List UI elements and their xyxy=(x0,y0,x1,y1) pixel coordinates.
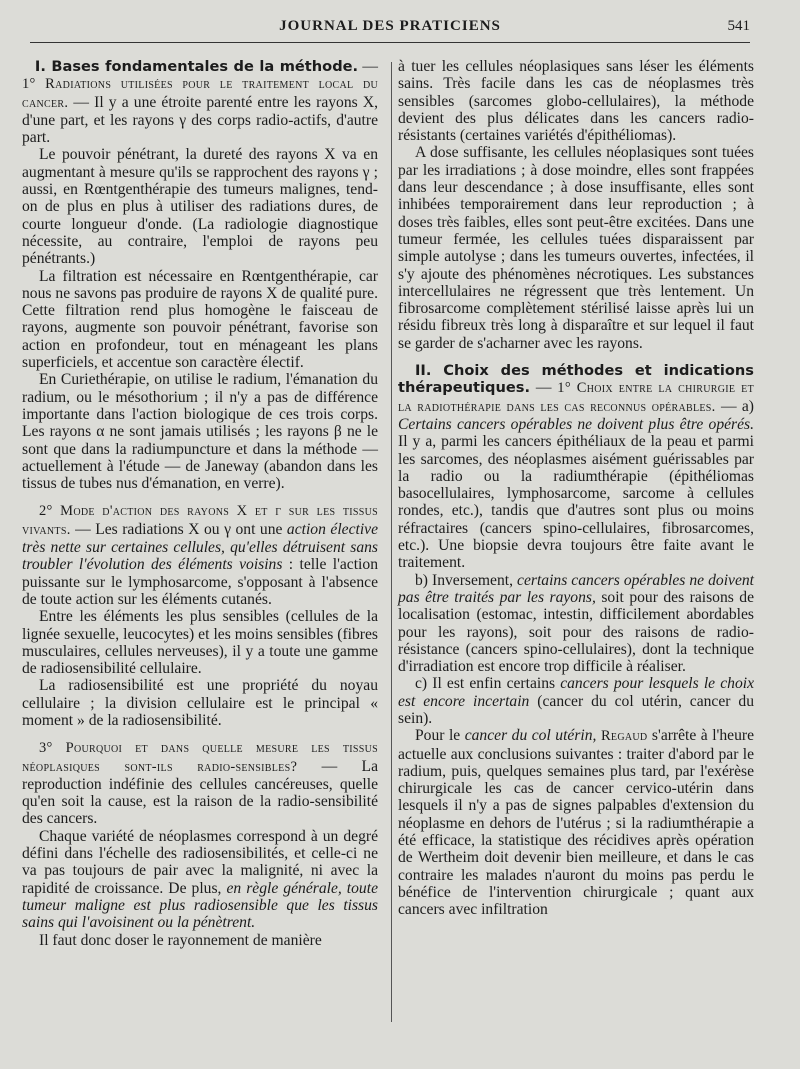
paragraph: Il faut donc doser le rayonnement de manière xyxy=(39,931,322,949)
paragraph: Chaque variété de néoplasmes correspond à un degré défini dans l'échelle des radiosensibilités, et celle-ci ne va pas toujours de pair avec la malignité, ni avec la rapidité de croissance. De plus, en règle générale, toute tumeur maligne est plus radiosensible que les tissus sains qui l'avoisinent ou la pénètrent. xyxy=(22,827,378,932)
paragraph: Le pouvoir pénétrant, la dureté des rayons X va en augmentant à mesure qu'ils se rapprochent des rayons γ ; aussi, en Rœntgenthérapie des tumeurs malignes, tend-on de plus en plus à utiliser des radiations dures, de courte longueur d'onde. (La radiologie diagnostique nécessite, au contraire, l'emploi de rayons peu pénétrants.) xyxy=(22,146,378,268)
section-2-intro: II. Choix des méthodes et indications thérapeutiques. — 1° Choix entre la chirurgie et la radiothérapie dans les cas reconnus opérables. — a) Certains cancers opérables ne doivent plus être opérés. Il y a, parmi les cancers épithéliaux de la peau et parmi les sarcomes, des néoplasmes aisément guérissables par la radio ou la radiumthérapie (épithéliomas basocellulaires, lymphosarcome, sarcome à cellules rondes, etc.), tandis que d'autres sont plus ou moins réfractaires (cancers spino-cellulaires, fibrosarcomes, etc.). Une biopsie devra toujours être faite avant le traitement. xyxy=(398,362,754,572)
section-1-intro: I. Bases fondamentales de la méthode. — 1° Radiations utilisées pour le traitement local du cancer. — Il y a une étroite parenté entre les rayons X, d'une part, et les rayons γ des corps radio-actifs, d'autre part. xyxy=(22,58,378,147)
paragraph: En Curiethérapie, on utilise le radium, l'émanation du radium, ou le mésothorium ; il n'y a pas de différence importante dans l'action biologique de ces trois corps. Les rayons α ne sont jamais utilisés ; les rayons β ne le sont que dans la radiumpuncture et dans la méthode — actuellement à l'étude — de Janeway (abandon dans les tissus de tubes nus d'émanation, en verre). xyxy=(22,371,378,493)
journal-title: JOURNAL DES PRATICIENS xyxy=(279,18,501,34)
page-number: 541 xyxy=(727,18,750,34)
right-column xyxy=(398,58,754,919)
paragraph: b) Inversement, certains cancers opérables ne doivent pas être traités par les rayons, soit pour des raisons de localisation (estomac, intestin, difficilement abordables pour les rayons), soit pour des raisons de radio-résistance (cancers spino-cellulaires), dont la technique d'irradiation est encore trop difficile à réaliser. xyxy=(398,571,754,676)
subsection-3: 3° Pourquoi et dans quelle mesure les tissus néoplasiques sont-ils radio-sensibles? — La reproduction indéfinie des cellules cancéreuses, quelle qu'en soit la cause, est la raison de la radio-sensibilité des cancers. xyxy=(22,740,379,828)
subsection-2: 2° Mode d'action des rayons X et γ sur les tissus vivants. — Les radiations X ou γ ont une action élective très nette sur certaines cellules, qu'elles détruisent sans troubler l'évolution des éléments voisins : telle l'action puissante sur le lymphosarcome, s'opposant à l'absence de toute action sur les éléments cutanés. xyxy=(22,503,379,608)
paragraph: Entre les éléments les plus sensibles (cellules de la lignée sexuelle, leucocytes) et les moins sensibles (fibres musculaires, cellules nerveuses), il y a toute une gamme de radiosensibilité cellulaire. xyxy=(22,608,378,678)
section-1-heading: I. Bases fondamentales de la méthode. xyxy=(34,58,359,75)
section-2-heading: II. Choix des méthodes et indications thérapeutiques. xyxy=(398,362,754,397)
column-divider xyxy=(391,62,392,1022)
subsection-2-title: 2° Mode d'action des rayons X et γ sur les tissus vivants. xyxy=(22,503,378,538)
paragraph: à tuer les cellules néoplasiques sans léser les éléments sains. Très facile dans les cas de néoplasmes très sensibles (sarcomes globo-cellulaires), la méthode devient des plus délicates dans les cancers radio-résistants (certaines variétés d'épithéliomas). xyxy=(398,58,754,145)
paragraph: La radiosensibilité est une propriété du noyau cellulaire ; la division cellulaire est le principal « moment » de la radiosensibilité. xyxy=(22,677,378,729)
subsection-1-title: 1° Radiations utilisées pour le traitement local du cancer. xyxy=(22,76,378,111)
paragraph: Pour le cancer du col utérin, Regaud s'arrête à l'heure actuelle aux conclusions suivantes : traiter d'abord par le radium, puis, quelques semaines plus tard, par l'exérèse chirurgicale les cas de cancer cervico-utérin dans lesquels il n'y a pas de signes palpables d'extension du néoplasme en dehors de l'utérus ; si la radiumthérapie a été efficace, la statistique des récidives après opération de Wertheim doit devenir bien meilleure, et dans le cas contraire les malades n'auront du moins pas perdu le bénéfice de l'intervention chirurgicale ; quant aux cancers avec infiltration xyxy=(398,727,754,919)
subsection-3-title: 3° Pourquoi et dans quelle mesure les tissus néoplasiques sont-ils radio-sensibles? xyxy=(22,740,378,775)
paragraph: c) Il est enfin certains cancers pour lesquels le choix est encore incertain (cancer du col utérin, cancer du sein). xyxy=(398,675,755,727)
paragraph: A dose suffisante, les cellules néoplasiques sont tuées par les irradiations ; à dose moindre, elles sont frappées dans leur descendance ; à dose insuffisante, elles sont inhibées temporairement dans leur reproduction ; à doses très faibles, elles sont peut-être excitées. Dans une tumeur fermée, les cellules tuées disparaissent par simple autolyse ; dans les tumeurs ouvertes, infectées, il s'y ajoute des phénomènes nécrotiques. Les substances intercellulaires ne régressent que très lentement. Un fibrosarcome complètement stérilisé laisse après lui un résidu fibreux très long à disparaître et sur lequel il faut se garder de s'acharner avec les rayons. xyxy=(398,144,754,352)
paragraph: La filtration est nécessaire en Rœntgenthérapie, car nous ne savons pas produire de rayons X de qualité pure. Cette filtration rend plus homogène le faisceau de rayons, augmente son pouvoir pénétrant, favorise son action en profondeur, tout en ménageant les plans superficiels, et accentue son caractère électif. xyxy=(22,267,378,372)
section-2-subtitle: 1° Choix entre la chirurgie et la radiothérapie dans les cas reconnus opérables. xyxy=(398,380,754,415)
running-header xyxy=(30,16,750,43)
left-column xyxy=(22,58,378,949)
